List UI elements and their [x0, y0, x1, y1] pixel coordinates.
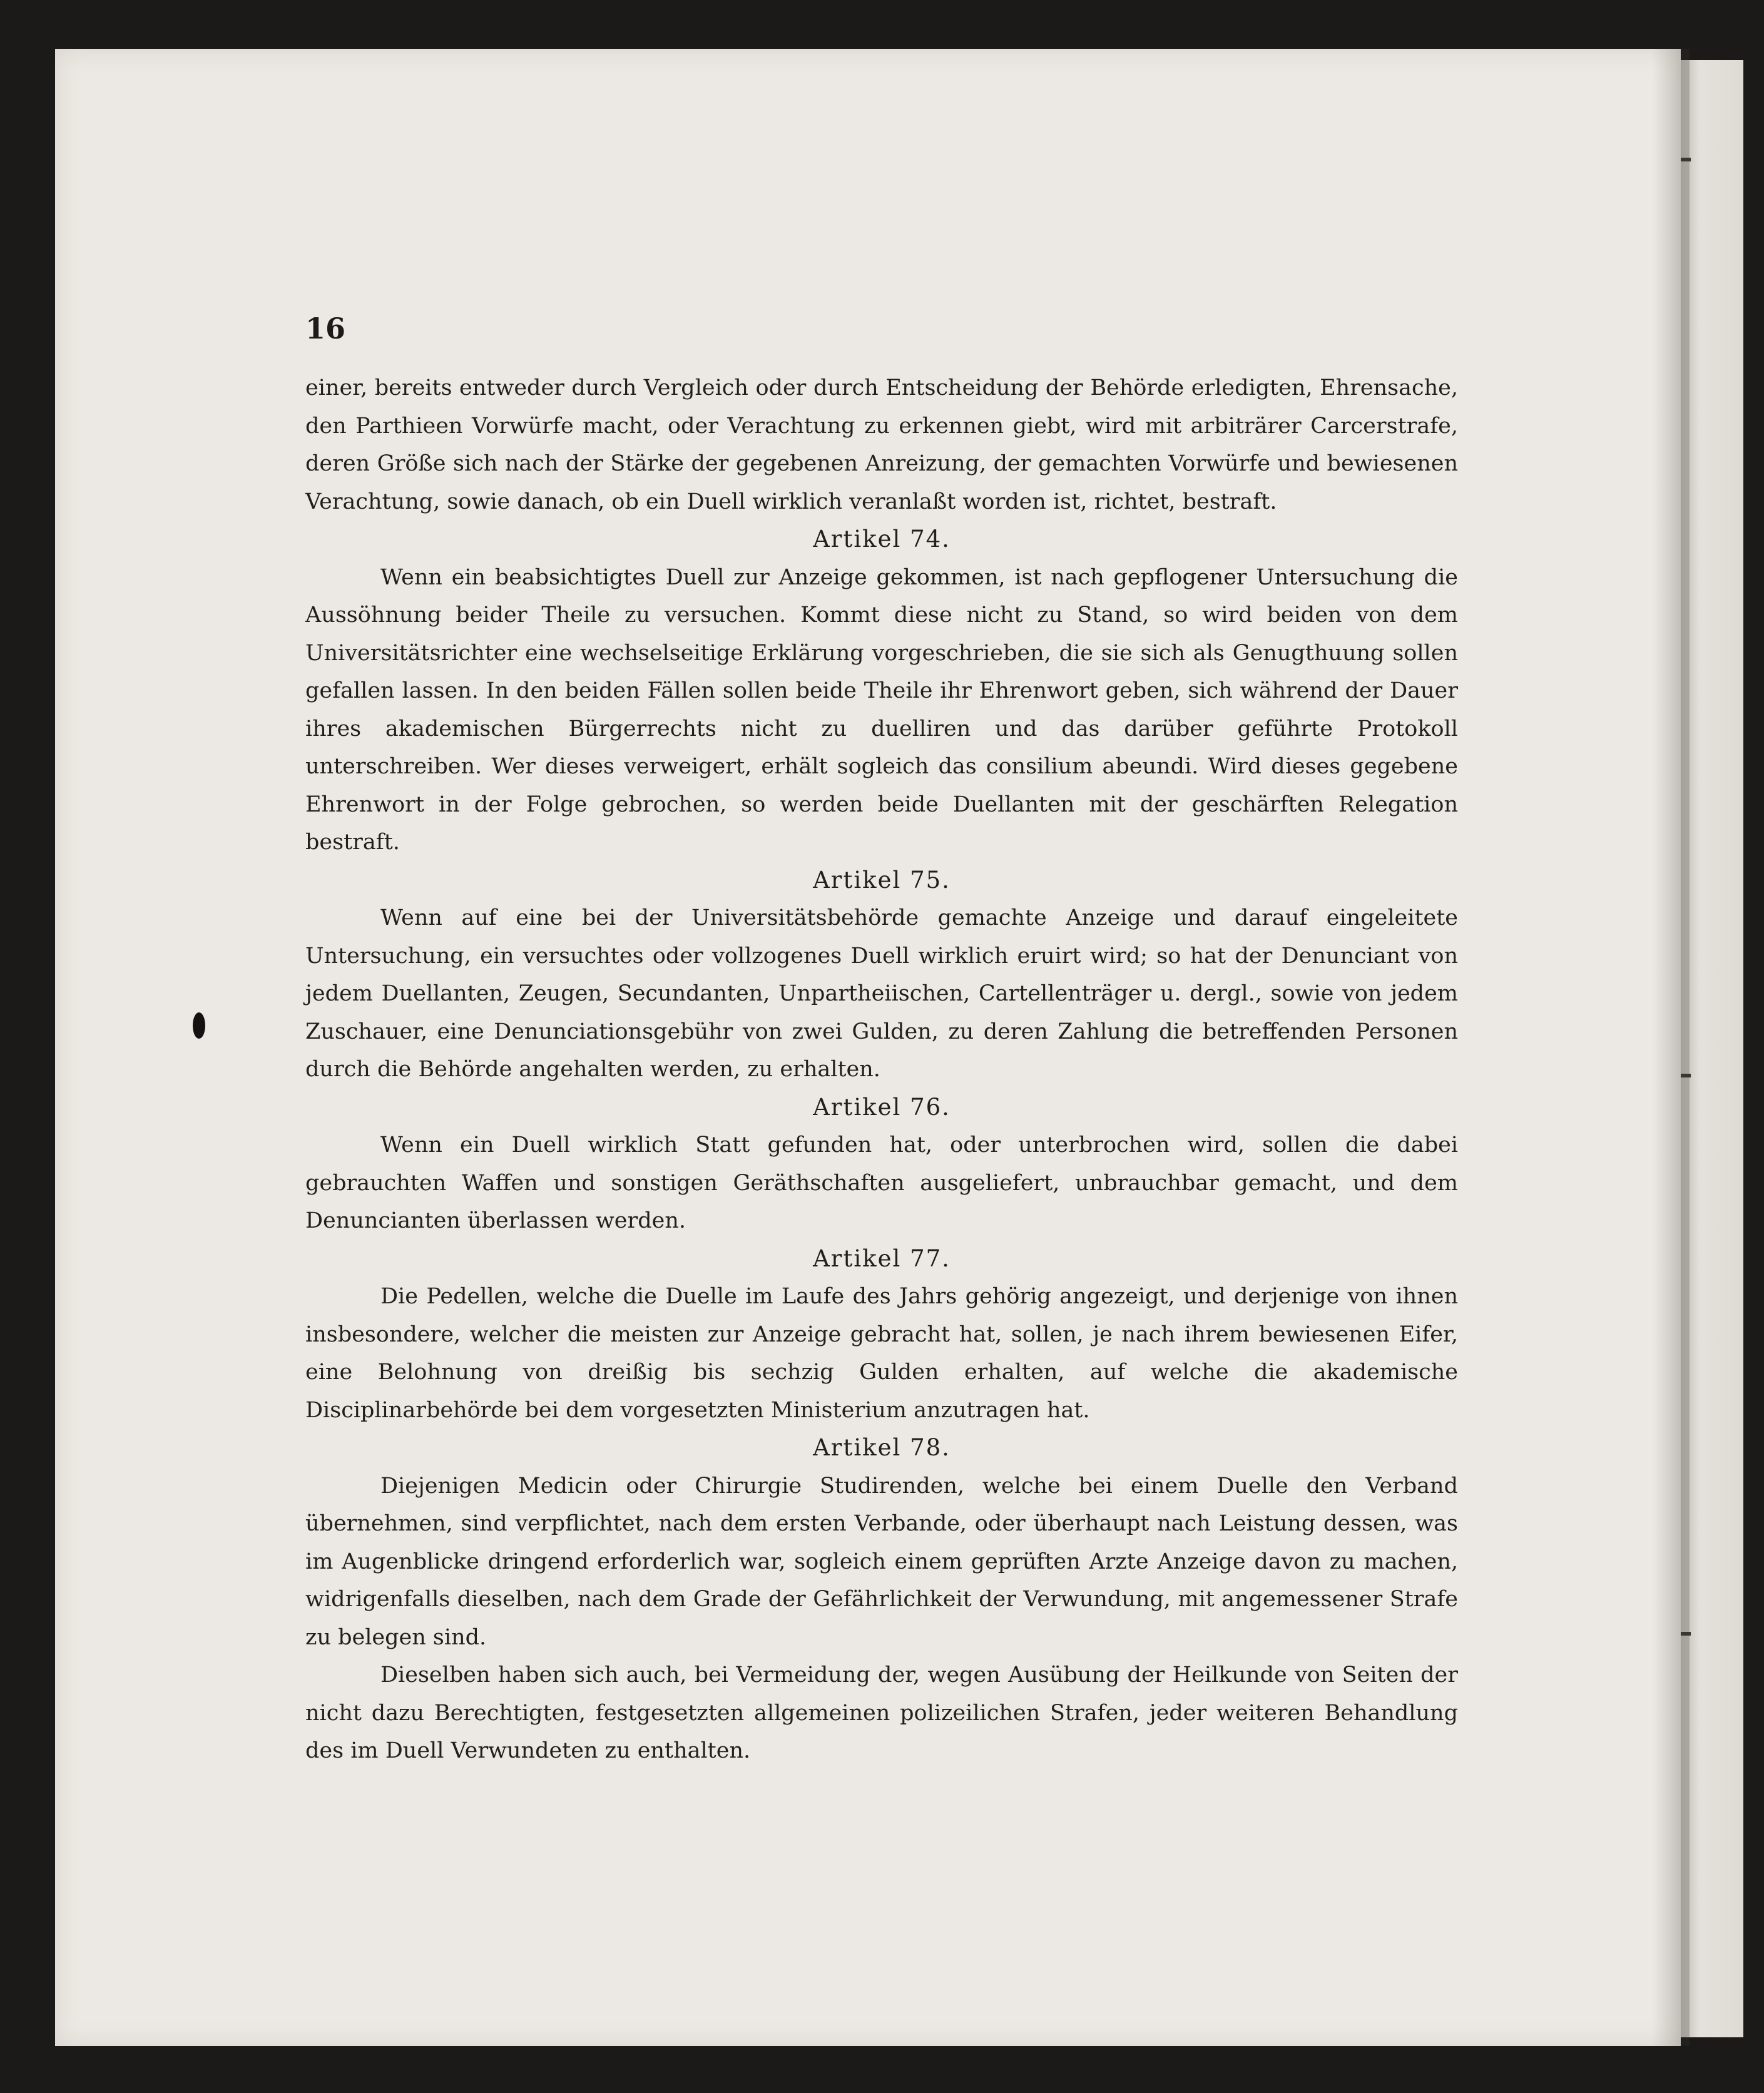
paragraph: einer, bereits entweder durch Vergleich oder durch Entscheidung der Behörde erledigten, Ehrensache, den Parthieen Vorwürfe macht, oder Verachtung zu erkennen giebt, wird mit arbiträrer Carcerstrafe, deren Größe sich nach der Stärke der gegebenen Anreizung, der gemachten Vorwürfe und bewiesenen Verachtung, sowie danach, ob ein Duell wirklich veranlaßt worden ist, richtet, bestraft. [305, 375, 1458, 514]
paragraph: Die Pedellen, welche die Duelle im Laufe des Jahrs gehörig angezeigt, und derjenige von ihnen insbesondere, welcher die meisten zur Anzeige gebracht hat, sollen, je nach ihrem bewiesenen Eifer, eine Belohnung von dreißig bis sechzig Gulden erhalten, auf welche die akademische Disciplinarbehörde bei dem vorgesetzten Ministerium anzutragen hat. [305, 1284, 1458, 1423]
ink-spot [193, 1012, 205, 1039]
article-heading-75: Artikel 75. [813, 866, 951, 894]
body-text [305, 369, 1458, 1770]
gutter-shadow [1652, 49, 1690, 2046]
page-number: 16 [305, 312, 346, 345]
article-heading-77: Artikel 77. [813, 1245, 951, 1272]
paragraph: Diejenigen Medicin oder Chirurgie Studirenden, welche bei einem Duelle den Verband übernehmen, sind verpflichtet, nach dem ersten Verbande, oder überhaupt nach Leistung dessen, was im Augenblicke dringend erforderlich war, sogleich einem geprüften Arzte Anzeige davon zu machen, widrigenfalls dieselben, nach dem Grade der Gefährlichkeit der Verwundung, mit angemessener Strafe zu belegen sind. [305, 1473, 1458, 1650]
paragraph: Wenn auf eine bei der Universitätsbehörde gemachte Anzeige und darauf eingeleitete Untersuchung, ein versuchtes oder vollzogenes Duell wirklich eruirt wird; so hat der Denunciant von jedem Duellanten, Zeugen, Secundanten, Unpartheiischen, Cartellenträger u. dergl., sowie von jedem Zuschauer, eine Denunciationsgebühr von zwei Gulden, zu deren Zahlung die betreffenden Personen durch die Behörde angehalten werden, zu erhalten. [305, 905, 1458, 1082]
paragraph: Dieselben haben sich auch, bei Vermeidung der, wegen Ausübung der Heilkunde von Seiten der nicht dazu Berechtigten, festgesetzten allgemeinen polizeilichen Strafen, jeder weiteren Behandlung des im Duell Verwundeten zu enthalten. [305, 1663, 1458, 1763]
paragraph: Wenn ein Duell wirklich Statt gefunden hat, oder unterbrochen wird, sollen die dabei gebrauchten Waffen und sonstigen Geräthschaften ausgeliefert, unbrauchbar gemacht, und dem Denuncianten überlassen werden. [305, 1133, 1458, 1233]
article-heading-76: Artikel 76. [813, 1093, 951, 1121]
article-heading-74: Artikel 74. [813, 526, 951, 553]
next-page-edge [1681, 60, 1743, 2037]
paragraph: Wenn ein beabsichtigtes Duell zur Anzeige gekommen, ist nach gepflogener Untersuchung die Aussöhnung beider Theile zu versuchen. Kommt diese nicht zu Stand, so wird beiden von dem Universitätsrichter eine wechselseitige Erklärung vorgeschrieben, die sie sich als Genugthuung sollen gefallen lassen. In den beiden Fällen sollen beide Theile ihr Ehrenwort geben, sich während der Dauer ihres akademischen Bürgerrechts nicht zu duelliren und das darüber geführte Protokoll unterschreiben. Wer dieses verweigert, erhält sogleich das consilium abeundi. Wird dieses gegebene Ehrenwort in der Folge gebrochen, so werden beide Duellanten mit der geschärften Relegation bestraft. [305, 564, 1458, 855]
article-heading-78: Artikel 78. [813, 1434, 951, 1461]
